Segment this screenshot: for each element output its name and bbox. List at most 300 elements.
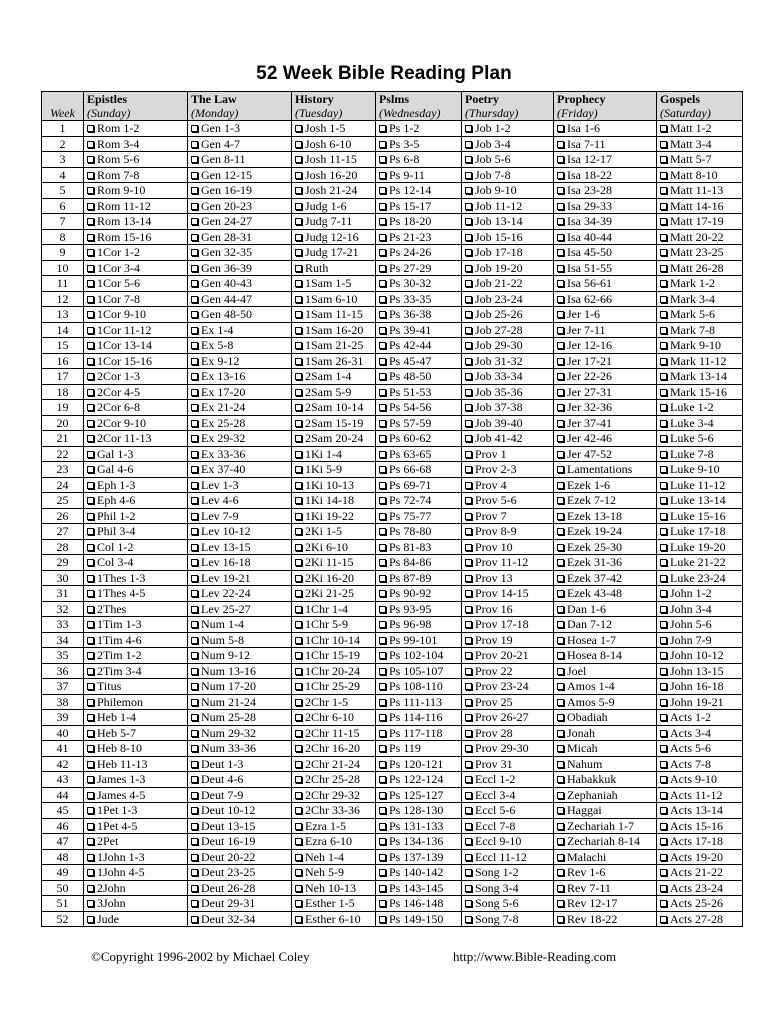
checkbox-icon[interactable] bbox=[379, 435, 386, 442]
checkbox-icon[interactable] bbox=[191, 792, 198, 799]
reading-cell[interactable] bbox=[84, 710, 188, 726]
checkbox-icon[interactable] bbox=[465, 249, 472, 256]
reading-cell[interactable] bbox=[292, 229, 376, 245]
checkbox-icon[interactable] bbox=[87, 280, 94, 287]
reading-cell[interactable] bbox=[554, 834, 657, 850]
reading-cell[interactable] bbox=[292, 756, 376, 772]
checkbox-icon[interactable] bbox=[191, 699, 198, 706]
checkbox-icon[interactable] bbox=[465, 575, 472, 582]
reading-cell[interactable] bbox=[657, 880, 743, 896]
reading-cell[interactable] bbox=[84, 539, 188, 555]
checkbox-icon[interactable] bbox=[295, 435, 302, 442]
checkbox-icon[interactable] bbox=[191, 528, 198, 535]
reading-cell[interactable] bbox=[84, 307, 188, 323]
checkbox-icon[interactable] bbox=[465, 916, 472, 923]
checkbox-icon[interactable] bbox=[379, 559, 386, 566]
checkbox-icon[interactable] bbox=[191, 234, 198, 241]
checkbox-icon[interactable] bbox=[465, 776, 472, 783]
checkbox-icon[interactable] bbox=[465, 590, 472, 597]
checkbox-icon[interactable] bbox=[379, 513, 386, 520]
checkbox-icon[interactable] bbox=[465, 435, 472, 442]
checkbox-icon[interactable] bbox=[379, 900, 386, 907]
reading-cell[interactable] bbox=[657, 725, 743, 741]
reading-cell[interactable] bbox=[554, 431, 657, 447]
checkbox-icon[interactable] bbox=[191, 745, 198, 752]
reading-cell[interactable] bbox=[292, 276, 376, 292]
checkbox-icon[interactable] bbox=[557, 559, 564, 566]
reading-cell[interactable] bbox=[188, 260, 292, 276]
reading-cell[interactable] bbox=[657, 229, 743, 245]
reading-cell[interactable] bbox=[84, 276, 188, 292]
checkbox-icon[interactable] bbox=[557, 621, 564, 628]
checkbox-icon[interactable] bbox=[379, 869, 386, 876]
reading-cell[interactable] bbox=[462, 322, 554, 338]
checkbox-icon[interactable] bbox=[87, 358, 94, 365]
checkbox-icon[interactable] bbox=[191, 885, 198, 892]
reading-cell[interactable] bbox=[657, 818, 743, 834]
reading-cell[interactable] bbox=[292, 322, 376, 338]
reading-cell[interactable] bbox=[462, 865, 554, 881]
checkbox-icon[interactable] bbox=[191, 249, 198, 256]
reading-cell[interactable] bbox=[84, 694, 188, 710]
reading-cell[interactable] bbox=[376, 601, 462, 617]
reading-cell[interactable] bbox=[188, 911, 292, 927]
reading-cell[interactable] bbox=[657, 322, 743, 338]
checkbox-icon[interactable] bbox=[379, 249, 386, 256]
checkbox-icon[interactable] bbox=[295, 311, 302, 318]
reading-cell[interactable] bbox=[188, 462, 292, 478]
checkbox-icon[interactable] bbox=[557, 141, 564, 148]
checkbox-icon[interactable] bbox=[295, 249, 302, 256]
reading-cell[interactable] bbox=[84, 834, 188, 850]
reading-cell[interactable] bbox=[554, 586, 657, 602]
checkbox-icon[interactable] bbox=[465, 885, 472, 892]
reading-cell[interactable] bbox=[292, 725, 376, 741]
reading-cell[interactable] bbox=[657, 369, 743, 385]
reading-cell[interactable] bbox=[554, 369, 657, 385]
checkbox-icon[interactable] bbox=[191, 141, 198, 148]
checkbox-icon[interactable] bbox=[465, 342, 472, 349]
reading-cell[interactable] bbox=[292, 307, 376, 323]
checkbox-icon[interactable] bbox=[660, 389, 667, 396]
reading-cell[interactable] bbox=[84, 152, 188, 168]
checkbox-icon[interactable] bbox=[660, 854, 667, 861]
checkbox-icon[interactable] bbox=[295, 776, 302, 783]
reading-cell[interactable] bbox=[84, 136, 188, 152]
checkbox-icon[interactable] bbox=[295, 451, 302, 458]
checkbox-icon[interactable] bbox=[660, 327, 667, 334]
reading-cell[interactable] bbox=[554, 896, 657, 912]
reading-cell[interactable] bbox=[188, 617, 292, 633]
reading-cell[interactable] bbox=[292, 508, 376, 524]
checkbox-icon[interactable] bbox=[191, 730, 198, 737]
checkbox-icon[interactable] bbox=[557, 745, 564, 752]
reading-cell[interactable] bbox=[84, 818, 188, 834]
checkbox-icon[interactable] bbox=[379, 838, 386, 845]
reading-cell[interactable] bbox=[376, 446, 462, 462]
reading-cell[interactable] bbox=[462, 446, 554, 462]
checkbox-icon[interactable] bbox=[557, 156, 564, 163]
reading-cell[interactable] bbox=[188, 198, 292, 214]
reading-cell[interactable] bbox=[462, 260, 554, 276]
reading-cell[interactable] bbox=[292, 152, 376, 168]
checkbox-icon[interactable] bbox=[465, 420, 472, 427]
reading-cell[interactable] bbox=[376, 849, 462, 865]
reading-cell[interactable] bbox=[462, 245, 554, 261]
checkbox-icon[interactable] bbox=[660, 761, 667, 768]
reading-cell[interactable] bbox=[376, 586, 462, 602]
checkbox-icon[interactable] bbox=[557, 203, 564, 210]
checkbox-icon[interactable] bbox=[87, 745, 94, 752]
reading-cell[interactable] bbox=[462, 369, 554, 385]
checkbox-icon[interactable] bbox=[295, 807, 302, 814]
reading-cell[interactable] bbox=[657, 415, 743, 431]
reading-cell[interactable] bbox=[554, 493, 657, 509]
reading-cell[interactable] bbox=[657, 121, 743, 137]
reading-cell[interactable] bbox=[462, 834, 554, 850]
reading-cell[interactable] bbox=[657, 183, 743, 199]
checkbox-icon[interactable] bbox=[557, 265, 564, 272]
checkbox-icon[interactable] bbox=[557, 838, 564, 845]
reading-cell[interactable] bbox=[292, 446, 376, 462]
checkbox-icon[interactable] bbox=[379, 652, 386, 659]
checkbox-icon[interactable] bbox=[465, 373, 472, 380]
checkbox-icon[interactable] bbox=[557, 513, 564, 520]
reading-cell[interactable] bbox=[376, 136, 462, 152]
checkbox-icon[interactable] bbox=[87, 342, 94, 349]
reading-cell[interactable] bbox=[376, 291, 462, 307]
checkbox-icon[interactable] bbox=[87, 265, 94, 272]
reading-cell[interactable] bbox=[188, 508, 292, 524]
checkbox-icon[interactable] bbox=[379, 420, 386, 427]
checkbox-icon[interactable] bbox=[87, 466, 94, 473]
checkbox-icon[interactable] bbox=[660, 528, 667, 535]
reading-cell[interactable] bbox=[292, 291, 376, 307]
checkbox-icon[interactable] bbox=[379, 668, 386, 675]
reading-cell[interactable] bbox=[657, 214, 743, 230]
checkbox-icon[interactable] bbox=[295, 714, 302, 721]
reading-cell[interactable] bbox=[376, 229, 462, 245]
checkbox-icon[interactable] bbox=[379, 404, 386, 411]
checkbox-icon[interactable] bbox=[379, 807, 386, 814]
checkbox-icon[interactable] bbox=[660, 745, 667, 752]
reading-cell[interactable] bbox=[376, 198, 462, 214]
reading-cell[interactable] bbox=[84, 400, 188, 416]
reading-cell[interactable] bbox=[376, 338, 462, 354]
checkbox-icon[interactable] bbox=[660, 683, 667, 690]
checkbox-icon[interactable] bbox=[379, 296, 386, 303]
checkbox-icon[interactable] bbox=[295, 900, 302, 907]
reading-cell[interactable] bbox=[84, 415, 188, 431]
reading-cell[interactable] bbox=[554, 462, 657, 478]
reading-cell[interactable] bbox=[462, 291, 554, 307]
checkbox-icon[interactable] bbox=[295, 327, 302, 334]
reading-cell[interactable] bbox=[376, 167, 462, 183]
reading-cell[interactable] bbox=[554, 663, 657, 679]
checkbox-icon[interactable] bbox=[465, 559, 472, 566]
reading-cell[interactable] bbox=[188, 539, 292, 555]
checkbox-icon[interactable] bbox=[557, 916, 564, 923]
reading-cell[interactable] bbox=[554, 539, 657, 555]
checkbox-icon[interactable] bbox=[465, 172, 472, 179]
checkbox-icon[interactable] bbox=[660, 730, 667, 737]
checkbox-icon[interactable] bbox=[191, 823, 198, 830]
checkbox-icon[interactable] bbox=[191, 466, 198, 473]
reading-cell[interactable] bbox=[657, 477, 743, 493]
reading-cell[interactable] bbox=[376, 508, 462, 524]
reading-cell[interactable] bbox=[84, 353, 188, 369]
reading-cell[interactable] bbox=[376, 322, 462, 338]
checkbox-icon[interactable] bbox=[557, 466, 564, 473]
checkbox-icon[interactable] bbox=[87, 249, 94, 256]
reading-cell[interactable] bbox=[554, 214, 657, 230]
checkbox-icon[interactable] bbox=[379, 916, 386, 923]
checkbox-icon[interactable] bbox=[191, 838, 198, 845]
checkbox-icon[interactable] bbox=[660, 218, 667, 225]
reading-cell[interactable] bbox=[292, 493, 376, 509]
reading-cell[interactable] bbox=[554, 508, 657, 524]
checkbox-icon[interactable] bbox=[295, 590, 302, 597]
checkbox-icon[interactable] bbox=[87, 497, 94, 504]
checkbox-icon[interactable] bbox=[557, 807, 564, 814]
reading-cell[interactable] bbox=[84, 632, 188, 648]
checkbox-icon[interactable] bbox=[660, 838, 667, 845]
reading-cell[interactable] bbox=[292, 772, 376, 788]
checkbox-icon[interactable] bbox=[465, 528, 472, 535]
reading-cell[interactable] bbox=[292, 880, 376, 896]
reading-cell[interactable] bbox=[292, 896, 376, 912]
checkbox-icon[interactable] bbox=[660, 714, 667, 721]
reading-cell[interactable] bbox=[462, 229, 554, 245]
reading-cell[interactable] bbox=[376, 276, 462, 292]
checkbox-icon[interactable] bbox=[295, 296, 302, 303]
checkbox-icon[interactable] bbox=[660, 125, 667, 132]
reading-cell[interactable] bbox=[657, 865, 743, 881]
reading-cell[interactable] bbox=[376, 524, 462, 540]
checkbox-icon[interactable] bbox=[557, 125, 564, 132]
checkbox-icon[interactable] bbox=[660, 916, 667, 923]
reading-cell[interactable] bbox=[657, 617, 743, 633]
checkbox-icon[interactable] bbox=[191, 435, 198, 442]
checkbox-icon[interactable] bbox=[557, 311, 564, 318]
reading-cell[interactable] bbox=[376, 431, 462, 447]
reading-cell[interactable] bbox=[84, 338, 188, 354]
reading-cell[interactable] bbox=[188, 291, 292, 307]
checkbox-icon[interactable] bbox=[87, 482, 94, 489]
checkbox-icon[interactable] bbox=[379, 172, 386, 179]
checkbox-icon[interactable] bbox=[660, 342, 667, 349]
reading-cell[interactable] bbox=[188, 865, 292, 881]
checkbox-icon[interactable] bbox=[295, 420, 302, 427]
reading-cell[interactable] bbox=[84, 214, 188, 230]
checkbox-icon[interactable] bbox=[295, 358, 302, 365]
reading-cell[interactable] bbox=[657, 353, 743, 369]
checkbox-icon[interactable] bbox=[379, 218, 386, 225]
reading-cell[interactable] bbox=[657, 896, 743, 912]
reading-cell[interactable] bbox=[462, 694, 554, 710]
checkbox-icon[interactable] bbox=[660, 606, 667, 613]
reading-cell[interactable] bbox=[462, 710, 554, 726]
checkbox-icon[interactable] bbox=[660, 590, 667, 597]
reading-cell[interactable] bbox=[84, 369, 188, 385]
reading-cell[interactable] bbox=[657, 772, 743, 788]
reading-cell[interactable] bbox=[84, 725, 188, 741]
reading-cell[interactable] bbox=[292, 384, 376, 400]
reading-cell[interactable] bbox=[554, 741, 657, 757]
reading-cell[interactable] bbox=[376, 384, 462, 400]
reading-cell[interactable] bbox=[657, 152, 743, 168]
checkbox-icon[interactable] bbox=[557, 652, 564, 659]
checkbox-icon[interactable] bbox=[87, 187, 94, 194]
reading-cell[interactable] bbox=[376, 570, 462, 586]
checkbox-icon[interactable] bbox=[191, 125, 198, 132]
reading-cell[interactable] bbox=[376, 152, 462, 168]
checkbox-icon[interactable] bbox=[660, 513, 667, 520]
reading-cell[interactable] bbox=[292, 865, 376, 881]
reading-cell[interactable] bbox=[292, 431, 376, 447]
reading-cell[interactable] bbox=[188, 570, 292, 586]
reading-cell[interactable] bbox=[657, 431, 743, 447]
reading-cell[interactable] bbox=[462, 524, 554, 540]
reading-cell[interactable] bbox=[376, 353, 462, 369]
checkbox-icon[interactable] bbox=[660, 249, 667, 256]
reading-cell[interactable] bbox=[554, 787, 657, 803]
reading-cell[interactable] bbox=[657, 648, 743, 664]
reading-cell[interactable] bbox=[188, 353, 292, 369]
checkbox-icon[interactable] bbox=[379, 311, 386, 318]
checkbox-icon[interactable] bbox=[295, 141, 302, 148]
checkbox-icon[interactable] bbox=[87, 590, 94, 597]
reading-cell[interactable] bbox=[84, 462, 188, 478]
reading-cell[interactable] bbox=[462, 880, 554, 896]
reading-cell[interactable] bbox=[188, 307, 292, 323]
checkbox-icon[interactable] bbox=[557, 249, 564, 256]
reading-cell[interactable] bbox=[657, 710, 743, 726]
checkbox-icon[interactable] bbox=[557, 358, 564, 365]
checkbox-icon[interactable] bbox=[660, 776, 667, 783]
reading-cell[interactable] bbox=[657, 539, 743, 555]
reading-cell[interactable] bbox=[657, 756, 743, 772]
reading-cell[interactable] bbox=[188, 834, 292, 850]
reading-cell[interactable] bbox=[554, 121, 657, 137]
reading-cell[interactable] bbox=[462, 276, 554, 292]
reading-cell[interactable] bbox=[188, 741, 292, 757]
checkbox-icon[interactable] bbox=[295, 575, 302, 582]
reading-cell[interactable] bbox=[376, 260, 462, 276]
checkbox-icon[interactable] bbox=[660, 869, 667, 876]
reading-cell[interactable] bbox=[462, 617, 554, 633]
reading-cell[interactable] bbox=[84, 508, 188, 524]
checkbox-icon[interactable] bbox=[379, 823, 386, 830]
reading-cell[interactable] bbox=[462, 911, 554, 927]
reading-cell[interactable] bbox=[462, 539, 554, 555]
reading-cell[interactable] bbox=[188, 601, 292, 617]
checkbox-icon[interactable] bbox=[379, 187, 386, 194]
checkbox-icon[interactable] bbox=[295, 234, 302, 241]
checkbox-icon[interactable] bbox=[465, 497, 472, 504]
checkbox-icon[interactable] bbox=[191, 218, 198, 225]
checkbox-icon[interactable] bbox=[660, 699, 667, 706]
reading-cell[interactable] bbox=[462, 338, 554, 354]
checkbox-icon[interactable] bbox=[379, 854, 386, 861]
reading-cell[interactable] bbox=[376, 741, 462, 757]
reading-cell[interactable] bbox=[376, 911, 462, 927]
checkbox-icon[interactable] bbox=[191, 342, 198, 349]
reading-cell[interactable] bbox=[554, 617, 657, 633]
checkbox-icon[interactable] bbox=[295, 280, 302, 287]
reading-cell[interactable] bbox=[657, 632, 743, 648]
reading-cell[interactable] bbox=[376, 865, 462, 881]
reading-cell[interactable] bbox=[292, 632, 376, 648]
checkbox-icon[interactable] bbox=[295, 497, 302, 504]
checkbox-icon[interactable] bbox=[191, 637, 198, 644]
reading-cell[interactable] bbox=[462, 477, 554, 493]
reading-cell[interactable] bbox=[188, 446, 292, 462]
reading-cell[interactable] bbox=[84, 772, 188, 788]
reading-cell[interactable] bbox=[84, 291, 188, 307]
reading-cell[interactable] bbox=[84, 586, 188, 602]
reading-cell[interactable] bbox=[84, 741, 188, 757]
reading-cell[interactable] bbox=[657, 911, 743, 927]
reading-cell[interactable] bbox=[188, 400, 292, 416]
checkbox-icon[interactable] bbox=[87, 156, 94, 163]
checkbox-icon[interactable] bbox=[379, 590, 386, 597]
checkbox-icon[interactable] bbox=[87, 389, 94, 396]
reading-cell[interactable] bbox=[188, 694, 292, 710]
checkbox-icon[interactable] bbox=[191, 559, 198, 566]
checkbox-icon[interactable] bbox=[191, 668, 198, 675]
checkbox-icon[interactable] bbox=[379, 234, 386, 241]
reading-cell[interactable] bbox=[657, 462, 743, 478]
checkbox-icon[interactable] bbox=[465, 218, 472, 225]
reading-cell[interactable] bbox=[376, 663, 462, 679]
reading-cell[interactable] bbox=[657, 586, 743, 602]
reading-cell[interactable] bbox=[462, 462, 554, 478]
checkbox-icon[interactable] bbox=[191, 513, 198, 520]
checkbox-icon[interactable] bbox=[379, 280, 386, 287]
reading-cell[interactable] bbox=[554, 400, 657, 416]
checkbox-icon[interactable] bbox=[295, 699, 302, 706]
reading-cell[interactable] bbox=[84, 477, 188, 493]
checkbox-icon[interactable] bbox=[660, 900, 667, 907]
reading-cell[interactable] bbox=[188, 136, 292, 152]
checkbox-icon[interactable] bbox=[557, 776, 564, 783]
reading-cell[interactable] bbox=[188, 245, 292, 261]
checkbox-icon[interactable] bbox=[295, 187, 302, 194]
checkbox-icon[interactable] bbox=[191, 451, 198, 458]
reading-cell[interactable] bbox=[84, 198, 188, 214]
reading-cell[interactable] bbox=[188, 167, 292, 183]
checkbox-icon[interactable] bbox=[465, 451, 472, 458]
reading-cell[interactable] bbox=[188, 772, 292, 788]
reading-cell[interactable] bbox=[554, 136, 657, 152]
checkbox-icon[interactable] bbox=[87, 575, 94, 582]
checkbox-icon[interactable] bbox=[465, 900, 472, 907]
checkbox-icon[interactable] bbox=[191, 621, 198, 628]
reading-cell[interactable] bbox=[188, 555, 292, 571]
checkbox-icon[interactable] bbox=[87, 854, 94, 861]
reading-cell[interactable] bbox=[554, 276, 657, 292]
checkbox-icon[interactable] bbox=[557, 575, 564, 582]
reading-cell[interactable] bbox=[84, 570, 188, 586]
reading-cell[interactable] bbox=[292, 849, 376, 865]
checkbox-icon[interactable] bbox=[557, 389, 564, 396]
checkbox-icon[interactable] bbox=[295, 637, 302, 644]
reading-cell[interactable] bbox=[462, 663, 554, 679]
reading-cell[interactable] bbox=[462, 849, 554, 865]
reading-cell[interactable] bbox=[554, 601, 657, 617]
checkbox-icon[interactable] bbox=[87, 125, 94, 132]
